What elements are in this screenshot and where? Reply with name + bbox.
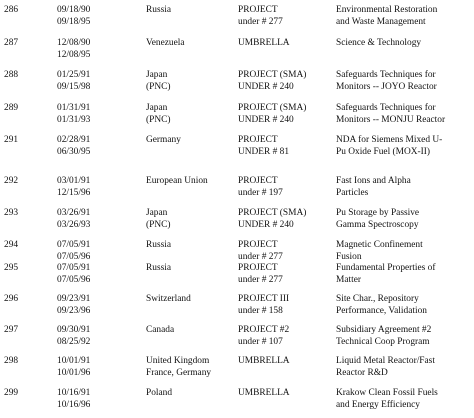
agreement-parent: under # 277 — [238, 17, 283, 27]
agreement-parent: UNDER # 240 — [238, 115, 294, 125]
subject-line: Liquid Metal Reactor/Fast — [336, 356, 435, 366]
country-line: Japan — [146, 208, 168, 218]
date-cell — [57, 355, 90, 379]
subject-line: Krakow Clean Fossil Fuels — [336, 388, 438, 398]
country-line: France, Germany — [146, 368, 212, 378]
agreement-number: 296 — [4, 294, 19, 304]
agreement-type: PROJECT — [238, 176, 278, 186]
agreement-number: 299 — [4, 388, 19, 398]
subject-cell — [336, 207, 419, 231]
type-cell — [238, 69, 306, 93]
type-cell — [238, 387, 290, 399]
end-date: 12/08/95 — [57, 50, 91, 60]
country-cell — [146, 355, 211, 379]
start-date: 07/05/91 — [57, 263, 91, 273]
type-cell — [238, 37, 290, 49]
agreement-type: PROJECT #2 — [238, 325, 290, 335]
agreement-parent: UNDER # 240 — [238, 220, 294, 230]
subject-cell — [336, 355, 435, 379]
agreement-type: PROJECT — [238, 263, 278, 273]
subject-cell — [336, 175, 411, 199]
type-cell — [238, 262, 283, 286]
subject-cell — [336, 4, 437, 28]
subject-cell — [336, 387, 438, 411]
date-cell — [57, 175, 90, 199]
country-line: (PNC) — [146, 220, 171, 230]
subject-line: Gamma Spectroscopy — [336, 220, 419, 230]
agreement-number: 286 — [4, 5, 19, 15]
agreement-type: UMBRELLA — [238, 38, 290, 48]
subject-line: Fusion — [336, 252, 362, 262]
end-date: 09/23/96 — [57, 306, 91, 316]
start-date: 03/01/91 — [57, 176, 91, 186]
country-cell — [146, 293, 191, 305]
country-line: Canada — [146, 325, 175, 335]
agreement-number: 288 — [4, 70, 19, 80]
type-cell — [238, 324, 289, 348]
country-cell — [146, 37, 185, 49]
start-date: 01/25/91 — [57, 70, 91, 80]
date-cell — [57, 239, 90, 263]
country-line: Switzerland — [146, 294, 191, 304]
end-date: 07/05/96 — [57, 275, 91, 285]
subject-line: NDA for Siemens Mixed U- — [336, 135, 443, 145]
agreement-number: 287 — [4, 38, 19, 48]
subject-line: and Waste Management — [336, 17, 426, 27]
country-line: Russia — [146, 263, 172, 273]
type-cell — [238, 355, 290, 367]
agreement-number: 295 — [4, 263, 19, 273]
type-cell — [238, 239, 283, 263]
date-cell — [57, 293, 90, 317]
agreement-type: UMBRELLA — [238, 388, 290, 398]
subject-line: Monitors -- JOYO Reactor — [336, 82, 437, 92]
end-date: 10/16/96 — [57, 400, 91, 410]
start-date: 07/05/91 — [57, 240, 91, 250]
subject-line: Particles — [336, 188, 369, 198]
country-cell — [146, 69, 170, 93]
subject-line: Pu Storage by Passive — [336, 208, 420, 218]
date-cell — [57, 4, 90, 28]
end-date: 12/15/96 — [57, 188, 91, 198]
country-line: (PNC) — [146, 115, 171, 125]
agreement-parent: under # 277 — [238, 252, 283, 262]
end-date: 09/18/95 — [57, 17, 91, 27]
agreement-parent: under # 107 — [238, 337, 283, 347]
start-date: 09/23/91 — [57, 294, 91, 304]
date-cell — [57, 134, 90, 158]
end-date: 07/05/96 — [57, 252, 91, 262]
subject-line: Science & Technology — [336, 38, 422, 48]
subject-line: Safeguards Techniques for — [336, 70, 436, 80]
subject-line: Environmental Restoration — [336, 5, 438, 15]
agreement-parent: UNDER # 240 — [238, 82, 294, 92]
country-line: Russia — [146, 240, 172, 250]
subject-cell — [336, 262, 435, 286]
subject-cell — [336, 134, 442, 158]
agreement-type: PROJECT (SMA) — [238, 208, 307, 218]
country-line: Germany — [146, 135, 181, 145]
date-cell — [57, 207, 90, 231]
country-line: Poland — [146, 388, 173, 398]
agreement-number: 297 — [4, 325, 19, 335]
start-date: 02/28/91 — [57, 135, 91, 145]
country-line: Venezuela — [146, 38, 185, 48]
type-cell — [238, 293, 289, 317]
type-cell — [238, 4, 283, 28]
subject-cell — [336, 293, 427, 317]
agreement-type: PROJECT III — [238, 294, 290, 304]
subject-line: Pu Oxide Fuel (MOX-II) — [336, 147, 430, 157]
agreement-type: PROJECT — [238, 135, 278, 145]
country-cell — [146, 239, 171, 251]
subject-line: Fast Ions and Alpha — [336, 176, 411, 186]
subject-line: Magnetic Confinement — [336, 240, 423, 250]
start-date: 09/30/91 — [57, 325, 91, 335]
subject-line: Safeguards Techniques for — [336, 103, 436, 113]
country-line: Russia — [146, 5, 172, 15]
country-cell — [146, 175, 208, 187]
start-date: 01/31/91 — [57, 103, 91, 113]
end-date: 03/26/93 — [57, 220, 91, 230]
end-date: 08/25/92 — [57, 337, 91, 347]
start-date: 10/16/91 — [57, 388, 91, 398]
country-line: European Union — [146, 176, 208, 186]
agreement-parent: UNDER # 81 — [238, 147, 290, 157]
subject-line: Monitors -- MONJU Reactor — [336, 115, 446, 125]
end-date: 01/31/93 — [57, 115, 91, 125]
type-cell — [238, 175, 283, 199]
subject-cell — [336, 102, 445, 126]
agreement-number: 289 — [4, 103, 19, 113]
type-cell — [238, 134, 289, 158]
country-cell — [146, 262, 171, 274]
type-cell — [238, 207, 306, 231]
agreement-number: 292 — [4, 176, 19, 186]
subject-line: Technical Coop Program — [336, 337, 430, 347]
start-date: 10/01/91 — [57, 356, 91, 366]
agreement-number: 298 — [4, 356, 19, 366]
agreement-number: 294 — [4, 240, 19, 250]
agreement-parent: under # 277 — [238, 275, 283, 285]
country-cell — [146, 207, 170, 231]
subject-line: and Energy Efficiency — [336, 400, 420, 410]
country-cell — [146, 387, 172, 399]
type-cell — [238, 102, 306, 126]
country-line: (PNC) — [146, 82, 171, 92]
subject-cell — [336, 69, 437, 93]
agreement-parent: under # 197 — [238, 188, 283, 198]
date-cell — [57, 262, 90, 286]
end-date: 09/15/98 — [57, 82, 91, 92]
country-line: Japan — [146, 103, 168, 113]
subject-line: Matter — [336, 275, 361, 285]
start-date: 03/26/91 — [57, 208, 91, 218]
country-cell — [146, 324, 174, 336]
subject-line: Fundamental Properties of — [336, 263, 436, 273]
agreement-number: 293 — [4, 208, 19, 218]
start-date: 09/18/90 — [57, 5, 91, 15]
country-line: Japan — [146, 70, 168, 80]
date-cell — [57, 324, 90, 348]
country-cell — [146, 102, 170, 126]
agreement-type: UMBRELLA — [238, 356, 290, 366]
subject-line: Site Char., Repository — [336, 294, 419, 304]
end-date: 10/01/96 — [57, 368, 91, 378]
start-date: 12/08/90 — [57, 38, 91, 48]
country-cell — [146, 4, 171, 16]
agreement-type: PROJECT — [238, 5, 278, 15]
subject-cell — [336, 239, 423, 263]
country-cell — [146, 134, 181, 146]
country-line: United Kingdom — [146, 356, 210, 366]
date-cell — [57, 102, 90, 126]
end-date: 06/30/95 — [57, 147, 91, 157]
date-cell — [57, 69, 90, 93]
subject-cell — [336, 37, 421, 49]
agreement-number: 291 — [4, 135, 19, 145]
agreement-type: PROJECT (SMA) — [238, 70, 307, 80]
subject-line: Subsidiary Agreement #2 — [336, 325, 432, 335]
subject-cell — [336, 324, 431, 348]
agreement-parent: under # 158 — [238, 306, 283, 316]
agreement-type: PROJECT (SMA) — [238, 103, 307, 113]
date-cell — [57, 387, 90, 411]
date-cell — [57, 37, 90, 61]
agreement-type: PROJECT — [238, 240, 278, 250]
subject-line: Reactor R&D — [336, 368, 388, 378]
subject-line: Performance, Validation — [336, 306, 427, 316]
